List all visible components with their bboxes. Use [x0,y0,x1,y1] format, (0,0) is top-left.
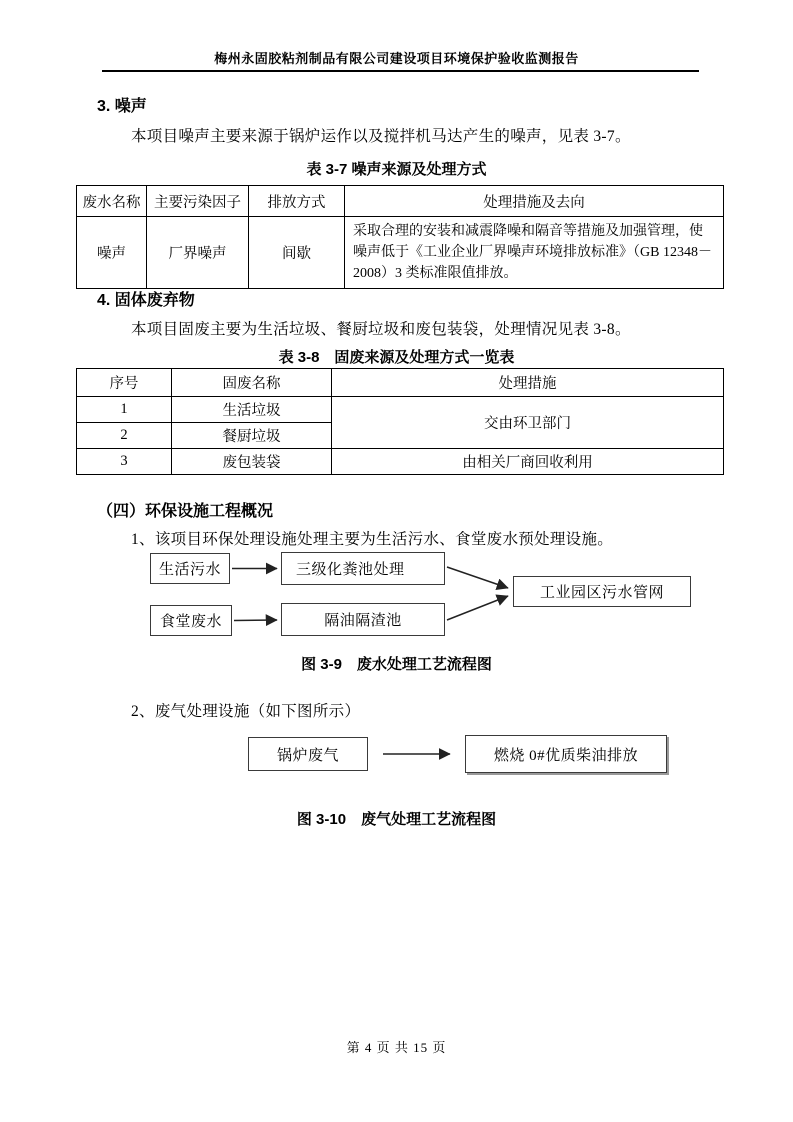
env-item-2: 2、废气处理设施（如下图所示） [131,703,361,720]
header-cell-wastewater-name: 废水名称 [77,186,147,217]
table-3-7-caption: 表 3-7 噪声来源及处理方式 [306,161,487,178]
cell-noise-pollutant: 厂界噪声 [147,217,249,289]
node-domestic-sewage: 生活污水 [150,553,230,584]
header-cell-no: 序号 [77,369,172,397]
cell-noise-measures: 采取合理的安装和减震降噪和隔音等措施及加强管理，使噪声低于《工业企业厂界噪声环境排放标准》（GB 12348－2008）3 类标准限值排放。 [345,217,724,289]
page-footer: 第 4 页 共 15 页 [346,1040,447,1055]
cell-measure-sanitation: 交由环卫部门 [332,397,724,449]
section-heading-solid-waste: 4. 固体废弃物 [97,292,195,309]
env-item-1: 1、该项目环保处理设施处理主要为生活污水、食堂废水预处理设施。 [131,531,614,548]
figure-3-10-caption: 图 3-10 废气处理工艺流程图 [296,811,497,828]
figure-3-9-caption: 图 3-9 废水处理工艺流程图 [301,656,492,673]
cell-name-kitchen-waste: 餐厨垃圾 [172,423,332,449]
node-pipe-network: 工业园区污水管网 [513,576,691,607]
wastewater-flow-diagram [0,550,793,652]
arrow-canteen-to-grease [234,620,277,621]
noise-paragraph: 本项目噪声主要来源于锅炉运作以及搅拌机马达产生的噪声，见表 3-7。 [131,128,631,145]
cell-no-3: 3 [77,449,172,475]
table-3-8-caption: 表 3-8 固废来源及处理方式一览表 [278,349,515,366]
exhaust-flow-diagram [0,730,793,785]
header-cell-measure: 处理措施 [332,369,724,397]
table-row [77,217,724,289]
node-canteen-wastewater: 食堂废水 [150,605,232,636]
header-divider [102,70,699,72]
node-boiler-exhaust: 锅炉废气 [248,737,368,771]
section-heading-env-facilities: （四）环保设施工程概况 [97,503,274,520]
table-row [77,449,724,475]
cell-no-2: 2 [77,423,172,449]
header-cell-pollutant: 主要污染因子 [147,186,249,217]
cell-name-packaging-waste: 废包装袋 [172,449,332,475]
arrow-grease-to-network [447,596,508,620]
cell-no-1: 1 [77,397,172,423]
noise-table [76,185,724,289]
node-diesel-emission: 燃烧 0#优质柴油排放 [465,735,667,773]
header-cell-discharge-mode: 排放方式 [249,186,345,217]
table-header-row [77,369,724,397]
cell-noise-name: 噪声 [77,217,147,289]
header-cell-waste-name: 固废名称 [172,369,332,397]
cell-measure-recycle: 由相关厂商回收利用 [332,449,724,475]
node-grease-trap: 隔油隔渣池 [281,603,445,636]
table-header-row [77,186,724,217]
section-heading-noise: 3. 噪声 [97,98,147,115]
cell-noise-discharge: 间歇 [249,217,345,289]
table-row [77,397,724,423]
solid-waste-paragraph: 本项目固废主要为生活垃圾、餐厨垃圾和废包装袋，处理情况见表 3-8。 [131,321,631,338]
cell-name-domestic-garbage: 生活垃圾 [172,397,332,423]
node-septic-tank: 三级化粪池处理 [281,552,445,585]
header-cell-measures: 处理措施及去向 [345,186,724,217]
solid-waste-table [76,368,724,475]
arrow-septic-to-network [447,567,508,588]
page-header-title: 梅州永固胶粘剂制品有限公司建设项目环境保护验收监测报告 [214,51,579,66]
flow-arrows [0,730,793,785]
